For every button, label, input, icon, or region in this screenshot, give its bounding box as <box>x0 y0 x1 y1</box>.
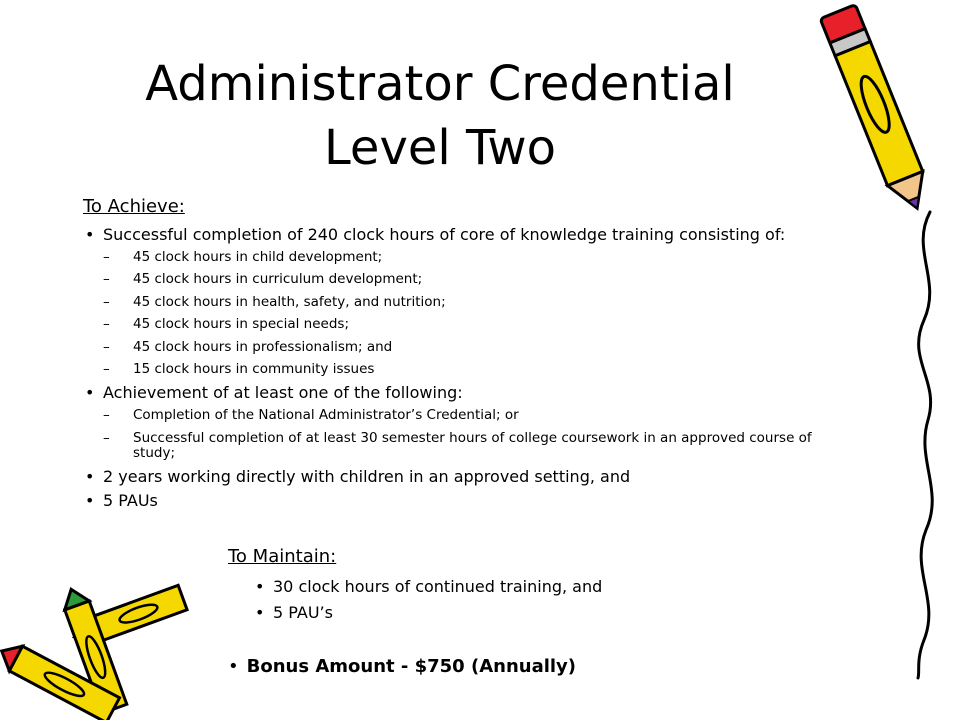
bonus-amount <box>228 656 576 677</box>
sub-item: – 45 clock hours in health, safety, and nutrition; <box>103 293 446 310</box>
bonus-bullet: • <box>228 656 239 677</box>
sub-item: – 45 clock hours in special needs; <box>103 316 349 333</box>
bonus-text: Bonus Amount - $750 (Annually) <box>246 656 577 677</box>
achieve-item-2: • Achievement of at least one of the following: <box>83 384 843 401</box>
to-maintain-heading: To Maintain: <box>228 546 337 567</box>
to-achieve-heading: To Achieve: <box>83 196 185 217</box>
sub-item: – Completion of the National Administrator’s Credential; or <box>103 407 519 424</box>
title-line-1: Administrator Credential <box>145 56 735 112</box>
maintain-item-2: • 5 PAU’s <box>255 604 755 621</box>
achieve-list <box>83 226 843 516</box>
crayons-icon <box>0 572 200 720</box>
sub-item: – 45 clock hours in curriculum development; <box>103 271 423 288</box>
sub-item: – Successful completion of at least 30 semester hours of college coursework in an approved course of study; <box>103 429 812 461</box>
slide-title <box>100 52 780 180</box>
maintain-item-1: • 30 clock hours of continued training, and <box>255 578 755 595</box>
achieve-item-3: • 2 years working directly with children in an approved setting, and <box>83 468 843 485</box>
sub-item: – 45 clock hours in professionalism; and <box>103 338 393 355</box>
sub-item: – 45 clock hours in child development; <box>103 249 383 265</box>
squiggle-line-decoration <box>900 210 950 680</box>
title-line-2: Level Two <box>324 120 556 176</box>
achieve-item-1: • Successful completion of 240 clock hours of core of knowledge training consisting of: <box>83 226 843 243</box>
pencil-icon <box>808 4 948 224</box>
maintain-list <box>255 578 755 630</box>
achieve-item-4: • 5 PAUs <box>83 492 843 509</box>
sub-item: – 15 clock hours in community issues <box>103 360 375 377</box>
